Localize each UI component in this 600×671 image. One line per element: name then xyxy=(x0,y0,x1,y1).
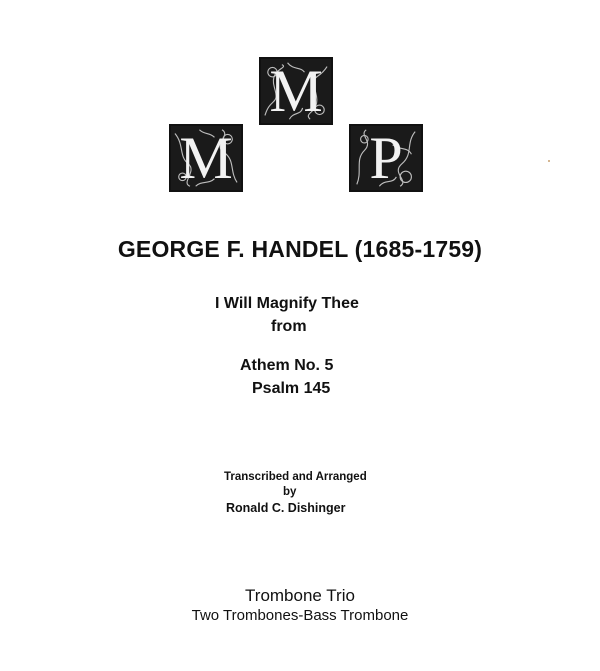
arranger-name: Ronald C. Dishinger xyxy=(226,501,346,515)
composer-heading: GEORGE F. HANDEL (1685-1759) xyxy=(117,236,483,262)
logo-tile-m-left xyxy=(169,124,243,192)
ensemble-label: Trombone Trio xyxy=(245,586,355,605)
logo-letter: M xyxy=(269,58,323,124)
anthem-number: Athem No. 5 xyxy=(240,357,334,374)
transcribed-label: Transcribed and Arranged xyxy=(224,471,367,483)
logo-letter: M xyxy=(179,125,233,191)
psalm-number: Psalm 145 xyxy=(252,380,331,397)
work-from: from xyxy=(271,318,307,335)
logo-tile-m-top xyxy=(259,57,333,125)
parts-label: Two Trombones-Bass Trombone xyxy=(191,607,409,624)
work-title: I Will Magnify Thee xyxy=(215,295,359,312)
logo-tile-p-right xyxy=(349,124,423,192)
by-label: by xyxy=(283,486,297,498)
logo-letter: P xyxy=(369,125,403,191)
paper-speck xyxy=(548,160,550,162)
